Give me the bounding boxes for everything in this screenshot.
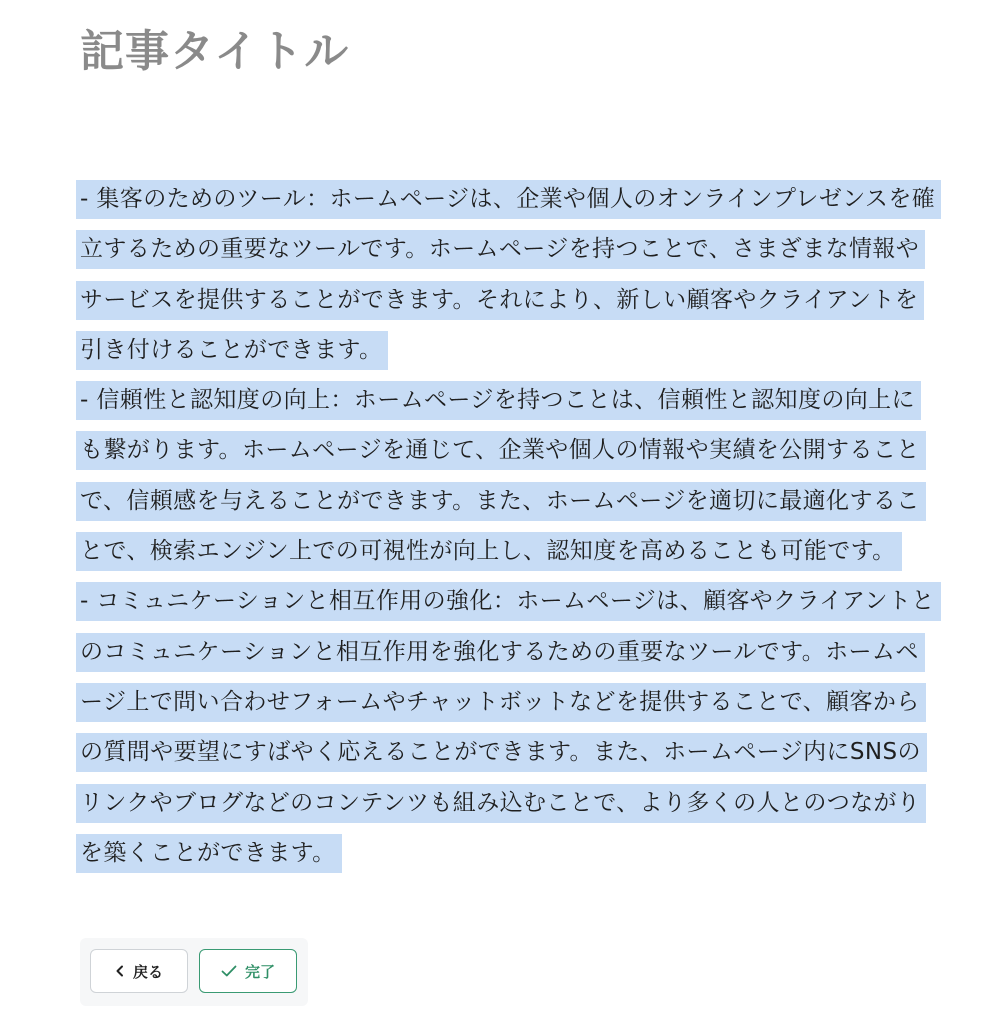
article-paragraph <box>76 576 936 878</box>
action-bar <box>80 938 308 1006</box>
article-paragraph <box>76 375 936 576</box>
chevron-left-icon <box>115 965 125 977</box>
done-button[interactable] <box>199 949 297 993</box>
selected-text: - 集客のためのツール：ホームページは、企業や個人のオンラインプレゼンスを確立するための重要なツールです。ホームページを持つことで、さまざまな情報やサービスを提供することができます。それにより、新しい顧客やクライアントを引き付けることができます。 <box>76 180 941 370</box>
page-title: 記事タイトル <box>80 26 350 77</box>
back-button-label: 戻る <box>132 962 163 981</box>
article-body[interactable] <box>76 174 936 878</box>
back-button[interactable] <box>90 949 188 993</box>
check-icon <box>221 965 237 977</box>
selected-text: - コミュニケーションと相互作用の強化：ホームページは、顧客やクライアントとのコミュニケーションと相互作用を強化するための重要なツールです。ホームページ上で問い合わせフォームやチャットボットなどを提供することで、顧客からの質問や要望にすばやく応えることができます。また、ホームページ内にSNSのリンクやブログなどのコンテンツも組み込むことで、より多くの人とのつながりを築くことができます。 <box>76 582 941 872</box>
selected-text: - 信頼性と認知度の向上：ホームページを持つことは、信頼性と認知度の向上にも繋がります。ホームページを通じて、企業や個人の情報や実績を公開することで、信頼感を与えることができます。また、ホームページを適切に最適化することで、検索エンジン上での可視性が向上し、認知度を高めることも可能です。 <box>76 381 926 571</box>
article-paragraph <box>76 174 936 375</box>
done-button-label: 完了 <box>244 962 275 981</box>
